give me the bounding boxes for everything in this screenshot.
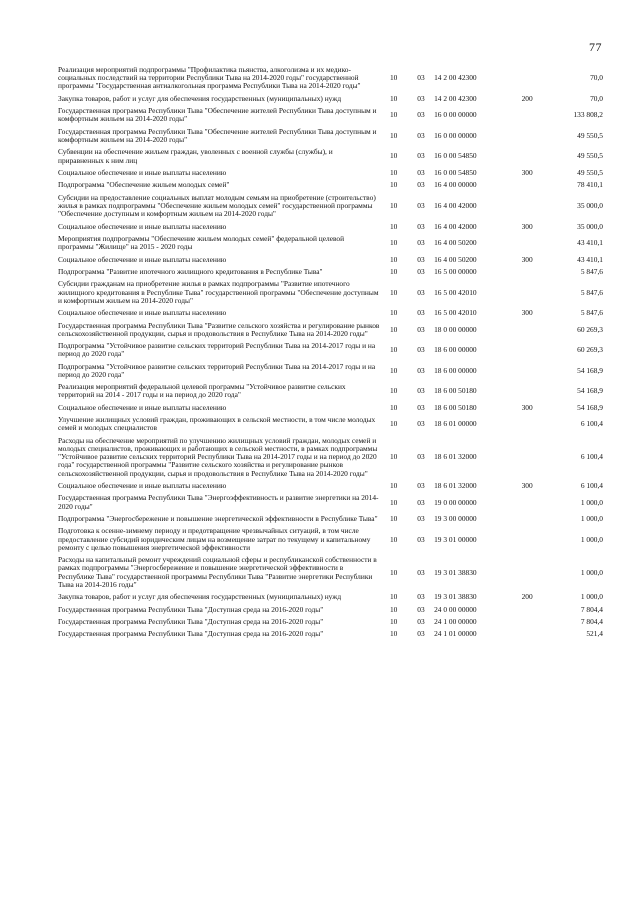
row-amount: 1 000,0 — [580, 592, 603, 602]
row-target-article: 16 0 00 54850 — [434, 151, 477, 161]
row-section: 10 — [389, 110, 398, 120]
table-row — [58, 616, 603, 628]
row-subsection: 03 — [417, 617, 425, 627]
row-section: 10 — [389, 180, 398, 190]
row-subsection: 03 — [417, 180, 425, 190]
budget-table-body — [58, 64, 603, 641]
row-name: Подпрограмма "Обеспечение жильем молодых семей" — [58, 180, 230, 190]
row-expense-type: 300 — [521, 167, 533, 177]
table-row — [58, 361, 603, 382]
row-section: 10 — [389, 419, 398, 429]
row-target-article: 18 6 01 00000 — [434, 419, 477, 429]
row-amount: 521,4 — [586, 629, 603, 639]
row-subsection: 03 — [417, 266, 425, 276]
row-amount: 43 410,1 — [577, 238, 603, 248]
row-section: 10 — [389, 151, 398, 161]
row-target-article: 16 4 00 00000 — [434, 180, 477, 190]
table-row — [58, 146, 603, 167]
row-name: Государственная программа Республики Тыва "Обеспечение жителей Республики Тыва доступным и комфортным жильем на 2014-2020 годы" — [58, 126, 377, 144]
table-row — [58, 64, 603, 93]
row-expense-type — [510, 604, 544, 616]
row-expense-type — [510, 278, 544, 307]
row-name: Социальное обеспечение и иные выплаты населению — [58, 167, 227, 177]
table-row — [58, 591, 603, 603]
row-section: 10 — [389, 238, 398, 248]
row-amount: 5 847,6 — [580, 287, 603, 297]
table-row — [58, 628, 603, 640]
row-subsection: 03 — [417, 324, 425, 334]
row-amount: 5 847,6 — [580, 266, 603, 276]
row-section: 10 — [389, 324, 398, 334]
row-subsection: 03 — [417, 287, 425, 297]
row-name: Социальное обеспечение и иные выплаты населению — [58, 402, 227, 412]
row-subsection: 03 — [417, 534, 425, 544]
row-section: 10 — [389, 345, 398, 355]
row-target-article: 16 5 00 42010 — [434, 287, 477, 297]
row-subsection: 03 — [417, 308, 425, 318]
row-name: Субсидии гражданам на приобретение жилья в рамках подпрограммы "Развитие ипотечного жилищного кредитования в Республике Тыва" государственной программы "Обеспечение доступным и комфортным жильем на 2014-2020 годы" — [58, 279, 379, 305]
row-target-article: 19 3 01 38830 — [434, 567, 477, 577]
row-section: 10 — [389, 386, 398, 396]
row-section: 10 — [389, 514, 398, 524]
table-row — [58, 179, 603, 191]
row-subsection: 03 — [417, 365, 425, 375]
table-row — [58, 402, 603, 414]
row-amount: 1 000,0 — [580, 514, 603, 524]
row-expense-type — [510, 492, 544, 513]
table-row — [58, 340, 603, 361]
row-section: 10 — [389, 617, 398, 627]
table-row — [58, 254, 603, 266]
row-section: 10 — [389, 254, 398, 264]
row-expense-type — [510, 513, 544, 525]
row-subsection: 03 — [417, 221, 425, 231]
row-target-article: 19 3 01 38830 — [434, 592, 477, 602]
row-subsection: 03 — [417, 402, 425, 412]
table-row — [58, 126, 603, 147]
row-target-article: 16 5 00 00000 — [434, 266, 477, 276]
row-section: 10 — [389, 308, 398, 318]
row-subsection: 03 — [417, 110, 425, 120]
row-amount: 35 000,0 — [577, 200, 603, 210]
row-target-article: 18 6 00 00000 — [434, 365, 477, 375]
row-section: 10 — [389, 534, 398, 544]
row-section: 10 — [389, 497, 398, 507]
row-subsection: 03 — [417, 130, 425, 140]
row-name: Мероприятия подпрограммы "Обеспечение жильем молодых семей" федеральной целевой программы "Жилище" на 2015 - 2020 годы — [58, 233, 345, 252]
row-name: Закупка товаров, работ и услуг для обеспечения государственных (муниципальных) нужд — [58, 592, 342, 602]
row-expense-type — [510, 266, 544, 278]
row-expense-type — [510, 179, 544, 191]
row-target-article: 24 1 00 00000 — [434, 617, 477, 627]
row-target-article: 24 1 01 00000 — [434, 629, 477, 639]
row-amount: 6 100,4 — [580, 419, 603, 429]
row-amount: 7 804,4 — [580, 604, 603, 614]
table-row — [58, 167, 603, 179]
row-amount: 133 808,2 — [573, 110, 603, 120]
row-section: 10 — [389, 452, 398, 462]
row-name: Расходы на обеспечение мероприятий по улучшению жилищных условий граждан, молодых семей и молодых специалистов, проживающих и работающих в сельской местности, в рамках подпрограммы "Устойчивое развитие сельских территорий Республики Тыва на 2014-2017 годы и на период до 2020 года" государственной программы "Развитие сельского хозяйства и регулирование рынков сельскохозяйственной продукции, сырья и продовольствия в Республике Тыва на 2014-2020 годы" — [58, 435, 378, 478]
row-section: 10 — [389, 604, 398, 614]
table-row — [58, 525, 603, 554]
row-target-article: 19 0 00 00000 — [434, 497, 477, 507]
row-amount: 49 550,5 — [577, 151, 603, 161]
row-target-article: 24 0 00 00000 — [434, 604, 477, 614]
row-target-article: 16 4 00 42000 — [434, 221, 477, 231]
table-row — [58, 381, 603, 402]
row-name: Улучшение жилищных условий граждан, проживающих в сельской местности, в том числе молодых семей и молодых специалистов — [58, 415, 376, 433]
table-row — [58, 492, 603, 513]
row-amount: 1 000,0 — [580, 567, 603, 577]
row-target-article: 19 3 01 00000 — [434, 534, 477, 544]
row-amount: 6 100,4 — [580, 452, 603, 462]
row-subsection: 03 — [417, 419, 425, 429]
row-section: 10 — [389, 221, 398, 231]
row-section: 10 — [389, 73, 398, 83]
row-amount: 49 550,5 — [577, 167, 603, 177]
row-name: Субвенции на обеспечение жильем граждан, уволенных с военной службы (службы), и приравненных к ним лиц — [58, 147, 333, 165]
row-section: 10 — [389, 287, 398, 297]
table-row — [58, 480, 603, 492]
row-expense-type — [510, 361, 544, 382]
row-amount: 78 410,1 — [577, 180, 603, 190]
page-number: 77 — [589, 40, 602, 54]
row-target-article: 14 2 00 42300 — [434, 93, 477, 103]
table-row — [58, 513, 603, 525]
row-target-article: 16 4 00 50200 — [434, 238, 477, 248]
table-row — [58, 221, 603, 233]
row-name: Государственная программа Республики Тыва "Доступная среда на 2016-2020 годы" — [58, 629, 324, 639]
row-name: Подпрограмма "Устойчивое развитие сельских территорий Республики Тыва на 2014-2017 годы и на период до 2020 года" — [58, 341, 376, 359]
row-subsection: 03 — [417, 629, 425, 639]
budget-table — [58, 64, 603, 641]
row-name: Субсидии на предоставление социальных выплат молодым семьям на приобретение (строительство) жилья в рамках подпрограммы "Обеспечение жильем молодых семей" государственной программы "Обеспечение доступным и комфортным жильем на 2014-2020 годы" — [58, 192, 376, 219]
row-subsection: 03 — [417, 167, 425, 177]
row-subsection: 03 — [417, 567, 425, 577]
row-expense-type — [510, 105, 544, 126]
row-amount: 1 000,0 — [580, 534, 603, 544]
row-amount: 54 168,9 — [577, 365, 603, 375]
table-row — [58, 278, 603, 307]
table-row — [58, 435, 603, 480]
row-name: Подпрограмма "Развитие ипотечного жилищного кредитования в Республике Тыва" — [58, 266, 323, 276]
row-section: 10 — [389, 266, 398, 276]
row-expense-type — [510, 146, 544, 167]
row-expense-type: 200 — [521, 592, 533, 602]
table-row — [58, 192, 603, 221]
row-name: Государственная программа Республики Тыва "Доступная среда на 2016-2020 годы" — [58, 604, 324, 614]
row-section: 10 — [389, 629, 398, 639]
row-target-article: 18 6 01 32000 — [434, 481, 477, 491]
row-target-article: 18 0 00 00000 — [434, 324, 477, 334]
row-amount: 70,0 — [590, 73, 603, 83]
row-target-article: 16 4 00 50200 — [434, 254, 477, 264]
row-target-article: 18 6 00 50180 — [434, 402, 477, 412]
table-row — [58, 105, 603, 126]
row-name: Социальное обеспечение и иные выплаты населению — [58, 481, 227, 491]
row-amount: 60 269,3 — [577, 345, 603, 355]
row-target-article: 16 4 00 42000 — [434, 200, 477, 210]
row-name: Реализация мероприятий федеральной целевой программы "Устойчивое развитие сельских территорий на 2014 - 2017 годы и на период до 2020 года" — [58, 382, 346, 400]
row-expense-type — [510, 525, 544, 554]
table-row — [58, 266, 603, 278]
row-section: 10 — [389, 592, 398, 602]
row-name: Реализация мероприятий подпрограммы "Профилактика пьянства, алкоголизма и их медико-социальных последствий на территории Республики Тыва на 2014-2020 годы" государственной программы "Государственная антиалкогольная программа Республики Тыва на 2014-2020 годы" — [58, 65, 361, 91]
row-amount: 49 550,5 — [577, 130, 603, 140]
row-target-article: 18 6 00 50180 — [434, 386, 477, 396]
row-expense-type — [510, 340, 544, 361]
row-expense-type — [510, 64, 544, 93]
row-subsection: 03 — [417, 151, 425, 161]
row-section: 10 — [389, 200, 398, 210]
row-expense-type: 200 — [521, 93, 533, 103]
table-row — [58, 554, 603, 591]
row-subsection: 03 — [417, 73, 425, 83]
row-name: Подпрограмма "Энергосбережение и повышение энергетической эффективности в Республике Тыва" — [58, 514, 378, 524]
row-expense-type — [510, 233, 544, 254]
row-section: 10 — [389, 567, 398, 577]
row-section: 10 — [389, 167, 398, 177]
row-expense-type — [510, 320, 544, 341]
row-subsection: 03 — [417, 93, 425, 103]
row-subsection: 03 — [417, 452, 425, 462]
row-name: Социальное обеспечение и иные выплаты населению — [58, 254, 227, 264]
row-amount: 70,0 — [590, 93, 603, 103]
row-name: Закупка товаров, работ и услуг для обеспечения государственных (муниципальных) нужд — [58, 93, 342, 103]
row-name: Государственная программа Республики Тыва "Обеспечение жителей Республики Тыва доступным и комфортным жильем на 2014-2020 годы" — [58, 106, 377, 124]
row-name: Подготовка к осенне-зимнему периоду и предотвращение чрезвычайных ситуаций, в том числе предоставление субсидий юридическим лицам на возмещение затрат по текущему и капитальному ремонту с целью повышения энергетической эффективности — [58, 526, 371, 552]
row-name: Социальное обеспечение и иные выплаты населению — [58, 221, 227, 231]
row-expense-type — [510, 554, 544, 591]
row-subsection: 03 — [417, 345, 425, 355]
row-subsection: 03 — [417, 514, 425, 524]
row-subsection: 03 — [417, 200, 425, 210]
row-name: Расходы на капитальный ремонт учреждений социальной сферы и республиканской собственности в рамках подпрограммы "Энергосбережение и повышение энергетической эффективности в Республике Тыва" государственной программы Республики Тыва "Развитие энергетики Республики Тыва на 2014-2016 годы" — [58, 555, 377, 589]
row-subsection: 03 — [417, 238, 425, 248]
row-subsection: 03 — [417, 497, 425, 507]
table-row — [58, 93, 603, 105]
row-expense-type — [510, 414, 544, 435]
row-subsection: 03 — [417, 592, 425, 602]
row-name: Государственная программа Республики Тыва "Энергоэффективность и развитие энергетики на 2014-2020 годы" — [58, 493, 379, 511]
row-target-article: 16 5 00 42010 — [434, 308, 477, 318]
row-subsection: 03 — [417, 254, 425, 264]
row-expense-type: 300 — [521, 308, 533, 318]
row-amount: 7 804,4 — [580, 617, 603, 627]
row-expense-type — [510, 628, 544, 640]
row-section: 10 — [389, 402, 398, 412]
row-name: Социальное обеспечение и иные выплаты населению — [58, 308, 227, 318]
table-row — [58, 233, 603, 254]
row-amount: 5 847,6 — [580, 308, 603, 318]
row-target-article: 18 6 01 32000 — [434, 452, 477, 462]
row-expense-type: 300 — [521, 221, 533, 231]
row-expense-type — [510, 616, 544, 628]
row-subsection: 03 — [417, 604, 425, 614]
row-target-article: 19 3 00 00000 — [434, 514, 477, 524]
row-expense-type — [510, 435, 544, 480]
row-section: 10 — [389, 130, 398, 140]
row-amount: 1 000,0 — [580, 497, 603, 507]
row-amount: 54 168,9 — [577, 386, 603, 396]
table-row — [58, 414, 603, 435]
row-expense-type: 300 — [521, 481, 533, 491]
row-name: Подпрограмма "Устойчивое развитие сельских территорий Республики Тыва на 2014-2017 годы и на период до 2020 года" — [58, 361, 376, 379]
row-target-article: 16 0 00 00000 — [434, 110, 477, 120]
row-amount: 60 269,3 — [577, 324, 603, 334]
row-amount: 6 100,4 — [580, 481, 603, 491]
row-expense-type: 300 — [521, 254, 533, 264]
row-target-article: 18 6 00 00000 — [434, 345, 477, 355]
row-subsection: 03 — [417, 386, 425, 396]
table-row — [58, 604, 603, 616]
row-target-article: 14 2 00 42300 — [434, 73, 477, 83]
row-name: Государственная программа Республики Тыва "Доступная среда на 2016-2020 годы" — [58, 617, 324, 627]
row-expense-type — [510, 381, 544, 402]
row-amount: 54 168,9 — [577, 402, 603, 412]
row-expense-type: 300 — [521, 402, 533, 412]
row-section: 10 — [389, 481, 398, 491]
row-expense-type — [510, 192, 544, 221]
row-amount: 43 410,1 — [577, 254, 603, 264]
row-expense-type — [510, 126, 544, 147]
row-target-article: 16 0 00 54850 — [434, 167, 477, 177]
row-section: 10 — [389, 365, 398, 375]
row-amount: 35 000,0 — [577, 221, 603, 231]
table-row — [58, 320, 603, 341]
row-name: Государственная программа Республики Тыва "Развитие сельского хозяйства и регулирование рынков сельскохозяйственной продукции, сырья и продовольствия в Республике Тыва на 2014-2020 годы" — [58, 320, 380, 338]
row-subsection: 03 — [417, 481, 425, 491]
table-row — [58, 307, 603, 319]
row-target-article: 16 0 00 00000 — [434, 130, 477, 140]
row-section: 10 — [389, 93, 398, 103]
